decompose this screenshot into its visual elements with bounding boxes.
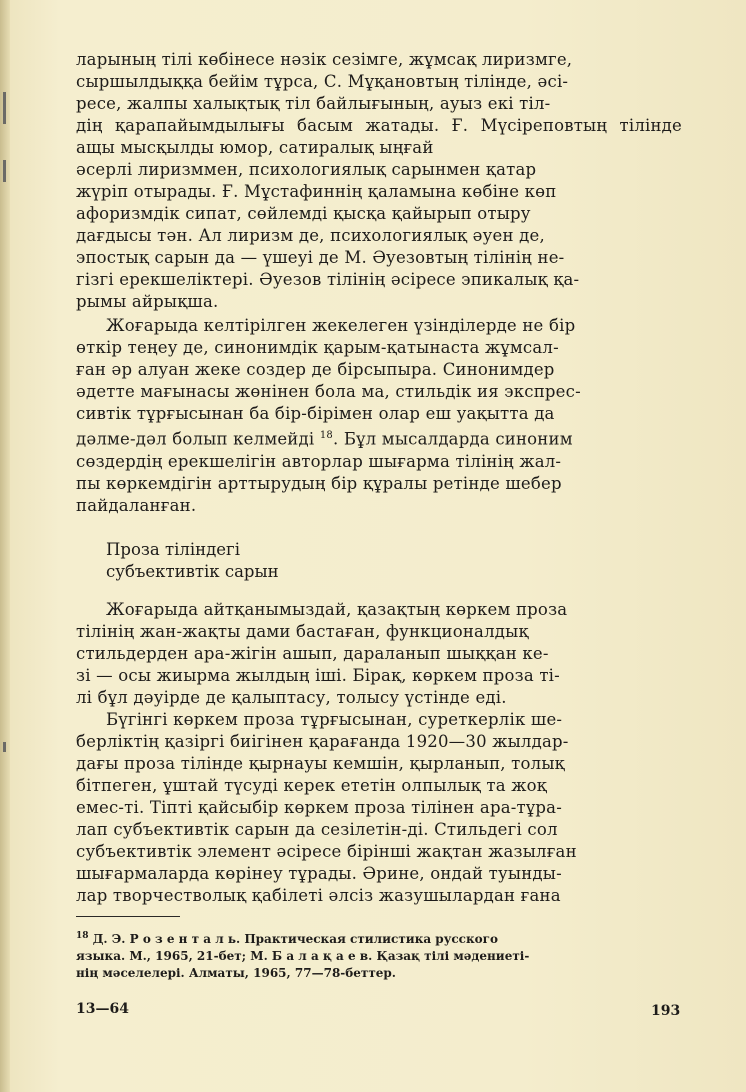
paragraph-2 [76, 315, 682, 517]
binding-mark [3, 742, 6, 752]
page-binding-edge [0, 0, 10, 1092]
paragraph-4-text: Бүгінгі көркем проза тұрғысынан, суреткерлік ше- берліктің қазіргі биігінен қарағанда 1920—30 жылдар- дағы проза тілінде қырнауы кемшін, қырланып, толық бітпеген, ұштай түсуді керек ететін олпылық та жоқ емес-ті. Тіпті қайсыбір көркем проза тілінен ара-тұра- лап субъективтік сарын да сезілетін-ді. Стильдегі сол субъективтік элемент әсіресе бірінші жақтан жазылған шығармаларда көрінеу тұрады. Әрине, ондай туынды- лар творчестволық қабілеті әлсіз жазушылардан ғана [76, 710, 577, 905]
signature-mark: 13—64 [76, 1001, 129, 1017]
section-heading: Проза тіліндегі субъективтік сарын [106, 540, 279, 581]
page-number: 193 [651, 1003, 681, 1019]
footnote [76, 928, 682, 982]
footnote-rule [76, 916, 180, 917]
paragraph-2-text [76, 315, 682, 517]
paragraph-1-text: ларының тілі көбінесе нәзік сезімге, жұмсақ лиризмге, сыршылдыққа бейім тұрса, С. Мұқановтың тілінде, әсі- ресе, жалпы халықтық тіл байлығының, ауыз екі тіл- дің қарапайымдылығы басым жатады. Ғ. Мүсіреповтың тілінде ащы мысқылды юмор, сатиралық ыңғай әсерлі лиризммен, психологиялық сарынмен қатар жүріп отырады. Ғ. Мұстафиннің қаламына көбіне көп афоризмдік сипат, сөйлемді қысқа қайырып отыру дағдысы тән. Ал лиризм де, психологиялық әуен де, эпостық сарын да — үшеуі де М. Әуезовтың тілінің не- гізгі ерекшеліктері. Әуезов тілінің әсіресе эпикалық қа- рымы айрықша. [76, 50, 682, 311]
footnote-text: Д. Э. Р о з е н т а л ь. Практическая стилистика русского языка. М., 1965, 21-бет; М. Б а л а қ а е в. Қазақ тілі мәдениеті- нің мәселелері. Алматы, 1965, 77—78-беттер. [76, 932, 530, 980]
paragraph-2-end: . Бұл мысалдарда синоним сөздердің ерекшелігін авторлар шығарма тілінің жал- пы көркемдігін арттырудың бір құралы ретінде шебер пайдаланған. [76, 429, 573, 515]
binding-mark [3, 92, 6, 124]
paragraph-1 [76, 49, 682, 313]
paragraph-3 [76, 599, 682, 907]
footnote-reference: 18 [319, 430, 333, 441]
footnote-number: 18 [76, 931, 89, 941]
binding-mark [3, 160, 6, 182]
paragraph-3-text: Жоғарыда айтқанымыздай, қазақтың көркем проза тілінің жан-жақты дами бастаған, функционалдық стильдерден ара-жігін ашып, дараланып шыққан ке- зі — осы жиырма жылдың іші. Бірақ, көркем проза ті- лі бұл дәуірде де қалыптасу, толысу үстінде еді. [76, 600, 568, 707]
paragraph-2-start: Жоғарыда келтірілген жекелеген үзінділерде не бір өткір теңеу де, синонимдік қарым-қатынаста жұмсал- ған әр алуан жеке создер де бірсыпыра. Синонимдер әдетте мағынасы жөнінен бола ма, стильдік ия экспрес- сивтік тұрғысынан ба бір-бірімен олар еш уақытта да дәлме-дәл болып келмейді [76, 316, 581, 449]
